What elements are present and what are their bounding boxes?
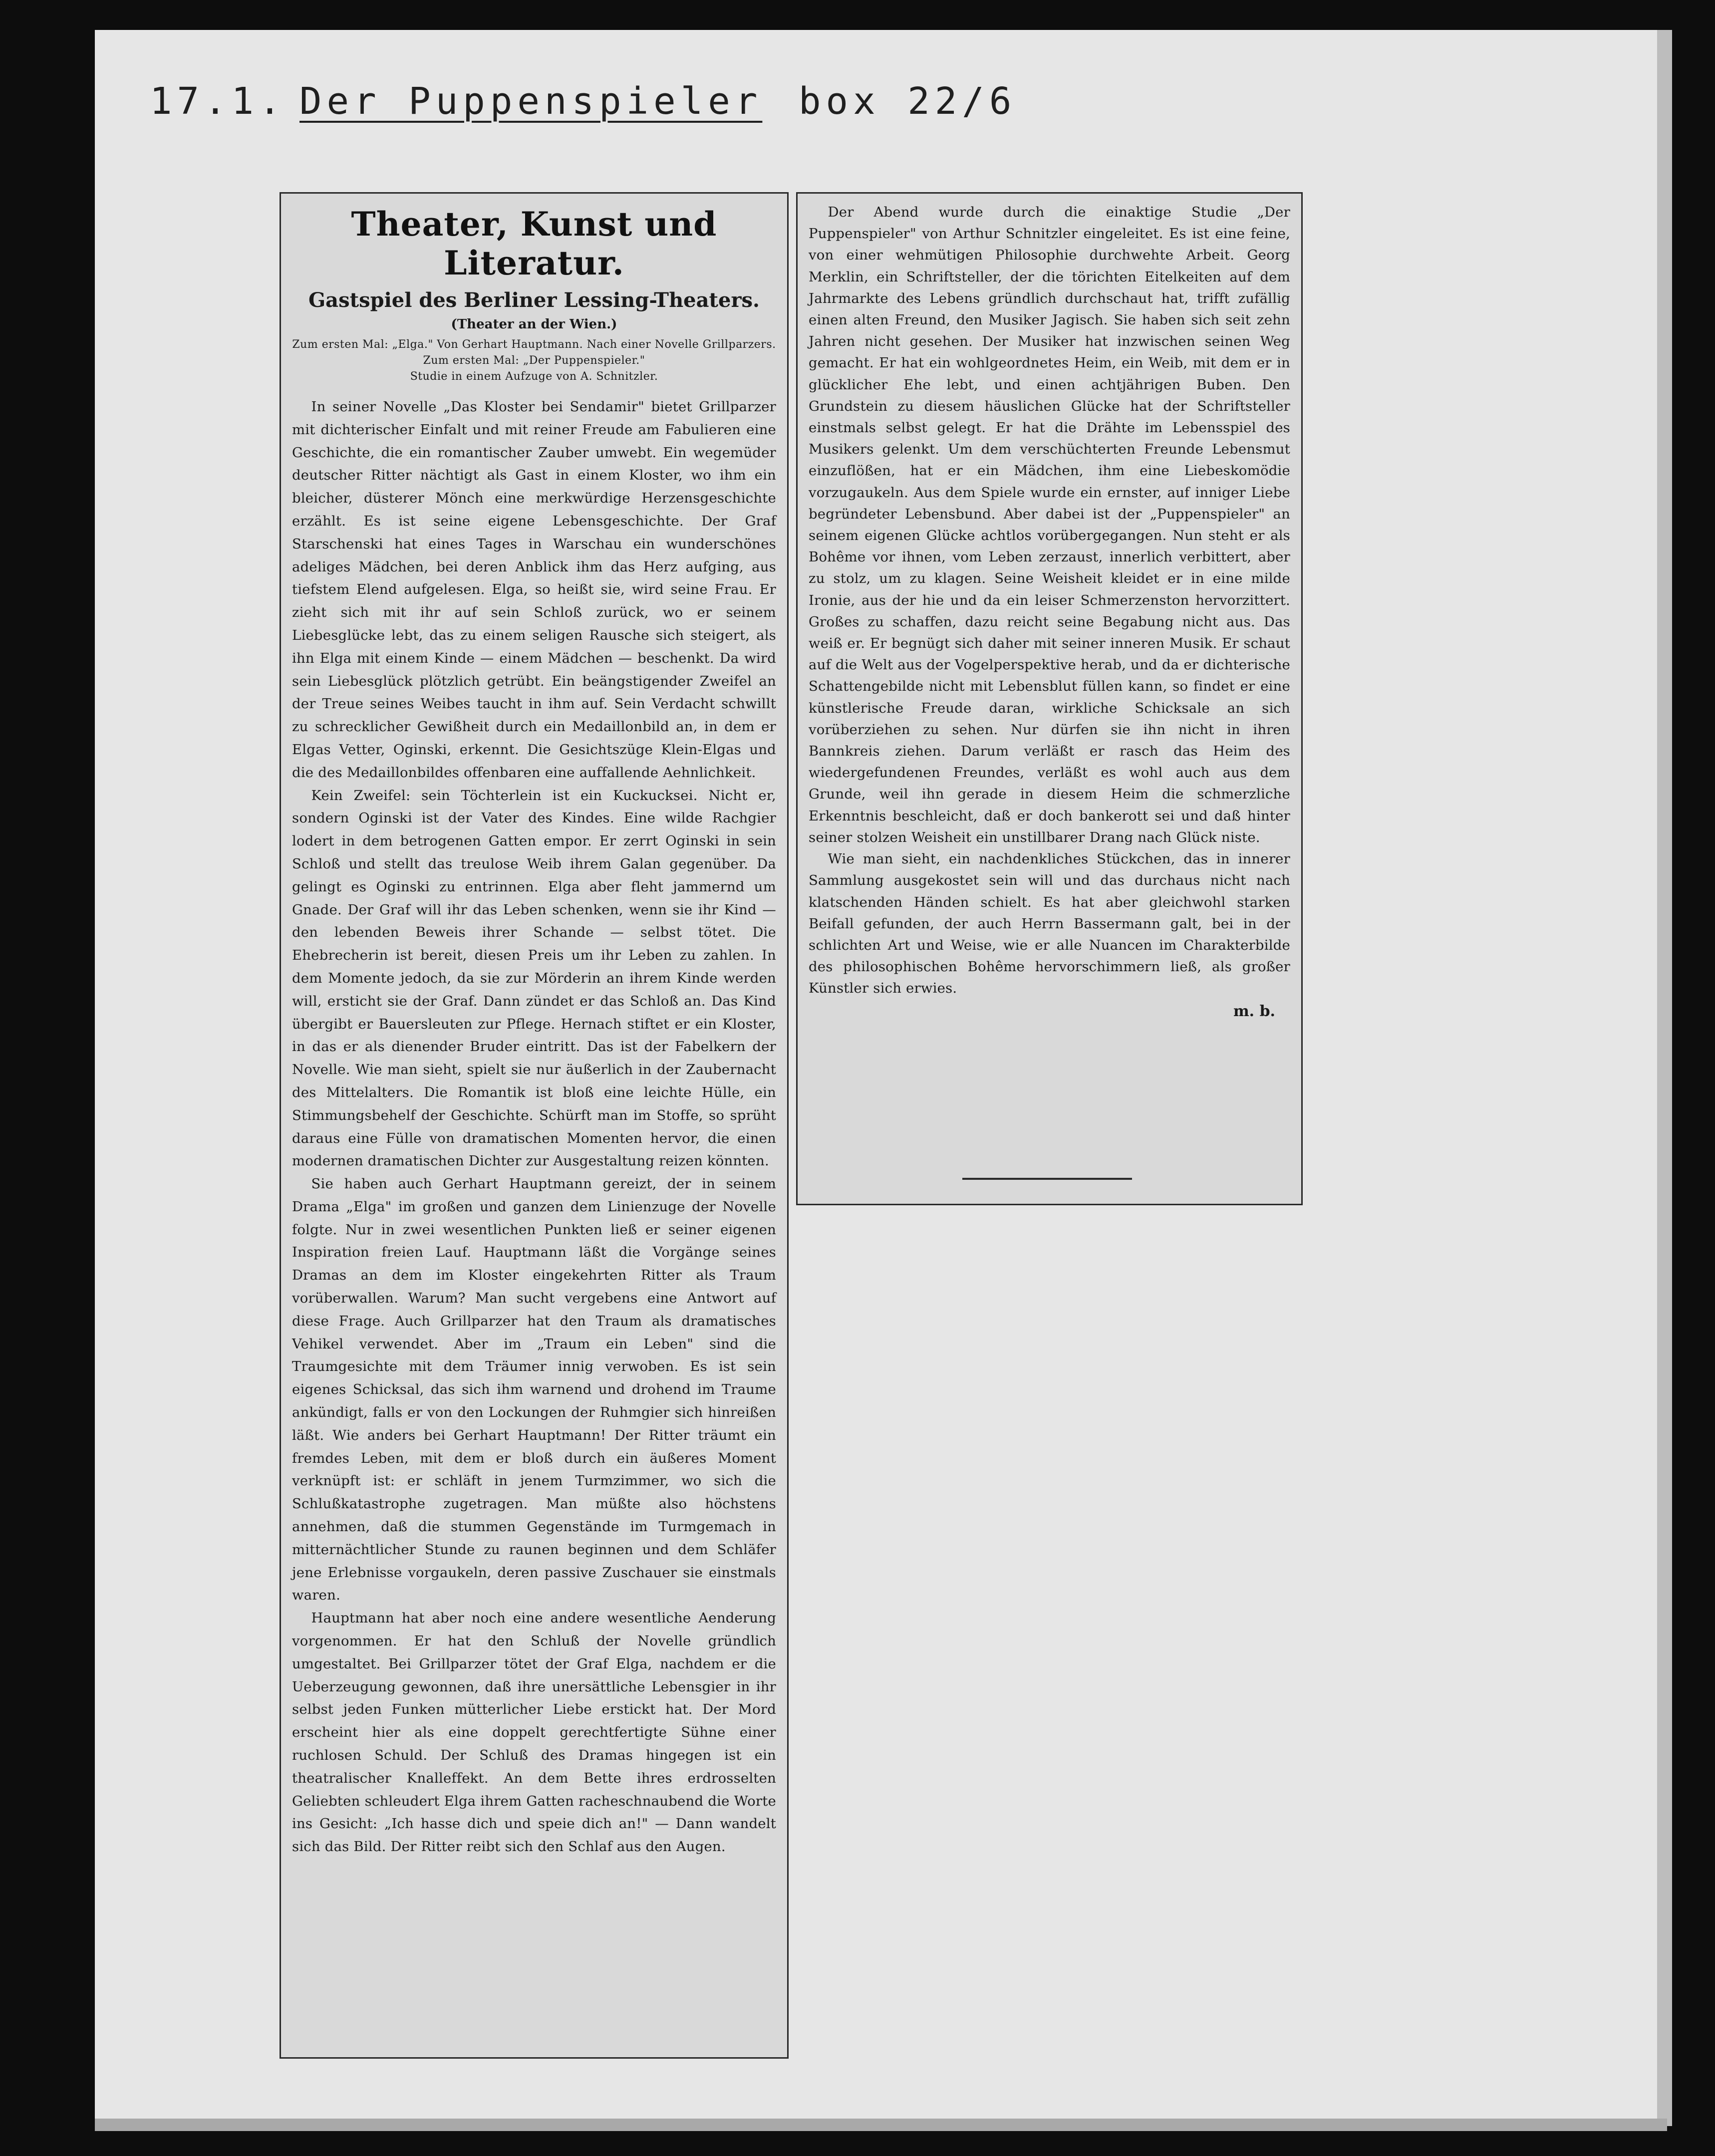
author-signature: m. b.: [1233, 1002, 1275, 1020]
article-paragraph: Wie man sieht, ein nachdenkliches Stückchen, das in innerer Sammlung ausgekostet sein will und das durchaus nicht nach klatschenden Händen schielt. Es hat aber gleichwohl starken Beifall gefunden, der auch Herrn Bassermann galt, bei in der schlichten Art und Weise, wie er alle Nuancen im Charakterbilde des philosophischen Bohême hervorschimmern ließ, als großer Künstler sich erwies.: [809, 851, 1290, 997]
article-paragraph: Kein Zweifel: sein Töchterlein ist ein Kuckucksei. Nicht er, sondern Oginski ist der Vater des Kindes. Eine wilde Rachgier lodert in dem betrogenen Gatten empor. Er zerrt Oginski in sein Schloß und stellt das treulose Weib ihrem Galan gegenüber. Da gelingt es Oginski zu entrinnen. Elga aber fleht jammernd um Gnade. Der Graf will ihr das Leben schenken, wenn sie ihr Kind — den lebenden Beweis ihrer Schande — selbst tötet. Die Ehebrecherin ist bereit, diesen Preis um ihr Leben zu zahlen. In dem Momente jedoch, da sie zur Mörderin an ihrem Kinde werden will, ersticht sie der Graf. Dann zündet er das Schloß an. Das Kind übergibt er Bauersleuten zur Pflege. Hernach stiftet er ein Kloster, in das er als dienender Bruder eintritt. Das ist der Fabelkern der Novelle. Wie man sieht, spielt sie nur äußerlich in der Zaubernacht des Mittelalters. Die Romantik ist bloß eine leichte Hülle, ein Stimmungsbehelf der Geschichte. Schürft man im Stoffe, so sprüht daraus eine Fülle von dramatischen Momenten hervor, die einen modernen dramatischen Dichter zur Ausgestaltung reizen könnten.: [292, 787, 776, 1169]
closing-rule: [962, 1178, 1132, 1180]
sheet-edge: [1657, 30, 1672, 2126]
archive-box: box 22/6: [799, 80, 1017, 123]
newspaper-clipping-left: [280, 192, 789, 2059]
newspaper-clipping-right: [796, 192, 1303, 1205]
article-headline: Gastspiel des Berliner Lessing-Theaters.: [308, 288, 760, 312]
article-venue: (Theater an der Wien.): [451, 317, 617, 332]
section-masthead: Theater, Kunst und Literatur.: [351, 205, 717, 282]
credit-line-1: Zum ersten Mal: „Elga." Von Gerhart Hauptmann. Nach einer Novelle Grillparzers. Zum ersten Mal: „Der Puppenspieler.": [292, 338, 776, 367]
article-paragraph: Der Abend wurde durch die einaktige Studie „Der Puppenspieler" von Arthur Schnitzler eingeleitet. Es ist eine feine, von einer wehmütigen Philosophie durchwehte Arbeit. Georg Merklin, ein Schriftsteller, der die törichten Eitelkeiten auf dem Jahrmarkte des Lebens gründlich durchschaut hat, trifft zufällig einen alten Freund, den Musiker Jagisch. Sie haben sich seit zehn Jahren nicht gesehen. Der Musiker hat inzwischen seinen Weg gemacht. Er hat ein wohlgeordnetes Heim, ein Weib, mit dem er in glücklicher Ehe lebt, und einen achtjährigen Buben. Den Grundstein zu diesem häuslichen Glücke hat der Schriftsteller einstmals selbst gelegt. Er hat die Drähte im Lebensspiel des Musikers gelenkt. Um dem verschüchterten Freunde Lebensmut einzuflößen, hat er ein Mädchen, ihm eine Liebeskomödie vorzugaukeln. Aus dem Spiele wurde ein ernster, auf inniger Liebe begründeter Lebensbund. Aber dabei ist der „Puppenspieler" an seinem eigenen Glücke achtlos vorübergegangen. Nun steht er als Bohême vor ihnen, vom Leben zerzaust, innerlich verbittert, aber zu stolz, um zu klagen. Seine Weisheit kleidet er in eine milde Ironie, aus der hie und da ein leiser Schmerzenston hervorzittert. Großes zu schaffen, dazu reicht seine Begabung nicht aus. Das weiß er. Er begnügt sich daher mit seiner inneren Musik. Er schaut auf die Welt aus der Vogelperspektive herab, und da er dichterische Schattengebilde nicht mit Lebensblut füllen kann, so findet er eine künstlerische Freude daran, wirkliche Schicksale an sich vorüberziehen zu sehen. Nur dürfen sie ihn nicht in ihren Bannkreis ziehen. Darum verläßt er rasch das Heim des wiedergefundenen Freundes, verläßt es wohl auch aus dem Grunde, weil ihn gerade in diesem Heim die schmerzliche Erkenntnis beschleicht, daß er doch bankerott sei und daß hinter seiner stolzen Weisheit ein unstillbarer Drang nach Glück niste.: [809, 204, 1290, 845]
article-credit: [292, 337, 776, 385]
article-paragraph: Hauptmann hat aber noch eine andere wesentliche Aenderung vorgenommen. Er hat den Schluß der Novelle gründlich umgestaltet. Bei Grillparzer tötet der Graf Elga, nachdem er die Ueberzeugung gewonnen, daß ihre unersättliche Lebensgier in ihr selbst jeden Funken mütterlicher Liebe erstickt hat. Der Mord erscheint hier als eine doppelt gerechtfertigte Sühne einer ruchlosen Schuld. Der Schluß des Dramas hingegen ist ein theatralischer Knalleffekt. An dem Bette ihres erdrosselten Geliebten schleudert Elga ihrem Gatten racheschnaubend die Worte ins Gesicht: „Ich hasse dich und speie dich an!" — Dann wandelt sich das Bild. Der Ritter reibt sich den Schlaf aus den Augen.: [292, 1610, 776, 1855]
sheet-edge-bottom: [95, 2119, 1667, 2131]
archive-number: 17.1.: [150, 80, 286, 123]
article-paragraph: Sie haben auch Gerhart Hauptmann gereizt, der in seinem Drama „Elga" im großen und ganzen dem Linienzuge der Novelle folgte. Nur in zwei wesentlichen Punkten ließ er seiner eigenen Inspiration freien Lauf. Hauptmann läßt die Vorgänge seines Dramas an dem im Kloster eingekehrten Ritter als Traum vorüberwallen. Warum? Man sucht vergebens eine Antwort auf diese Frage. Auch Grillparzer hat den Traum als dramatisches Vehikel verwendet. Aber im „Traum ein Leben" sind die Traumgesichte mit dem Träumer innig verwoben. Es ist sein eigenes Schicksal, das sich ihm warnend und drohend im Traume ankündigt, falls er von den Lockungen der Ruhmgier sich hinreißen läßt. Wie anders bei Gerhart Hauptmann! Der Ritter träumt ein fremdes Leben, mit dem er bloß durch ein äußeres Moment verknüpft ist: er schläft in jenem Turmzimmer, wo sich die Schlußkatastrophe zugetragen. Man müßte also höchstens annehmen, daß die stummen Gegenstände im Turmgemach in mitternächtlicher Stunde zu raunen beginnen und dem Schläfer jene Erlebnisse vorgaukeln, deren passive Zuschauer sie einstmals waren.: [292, 1176, 776, 1604]
article-paragraph: In seiner Novelle „Das Kloster bei Sendamir" bietet Grillparzer mit dichterischer Einfalt und mit reiner Freude am Fabulieren eine Geschichte, die ein romantischer Zauber umwebt. Ein wegemüder deutscher Ritter nächtigt als Gast in einem Kloster, wo ihm ein bleicher, düsterer Mönch eine merkwürdige Herzensgeschichte erzählt. Es ist seine eigene Lebensgeschichte. Der Graf Starschenski hat eines Tages in Warschau ein wunderschönes adeliges Mädchen, bei deren Anblick ihm das Herz aufging, aus tiefstem Elend aufgelesen. Elga, so heißt sie, wird seine Frau. Er zieht sich mit ihr auf sein Schloß zurück, wo er seinem Liebesglücke lebt, das zu einem seligen Rausche sich steigert, als ihn Elga mit einem Kinde — einem Mädchen — beschenkt. Da wird sein Liebesglück plötzlich getrübt. Ein beängstigender Zweifel an der Treue seines Weibes taucht in ihm auf. Sein Verdacht schwillt zu schrecklicher Gewißheit durch ein Medaillonbild an, in dem er Elgas Vetter, Oginski, erkennt. Die Gesichtszüge Klein-Elgas und die des Medaillonbildes offenbaren eine auffallende Aehnlichkeit.: [292, 399, 776, 781]
archive-title: Der Puppenspieler: [299, 80, 763, 123]
credit-line-2: Studie in einem Aufzuge von A. Schnitzler.: [410, 370, 658, 383]
